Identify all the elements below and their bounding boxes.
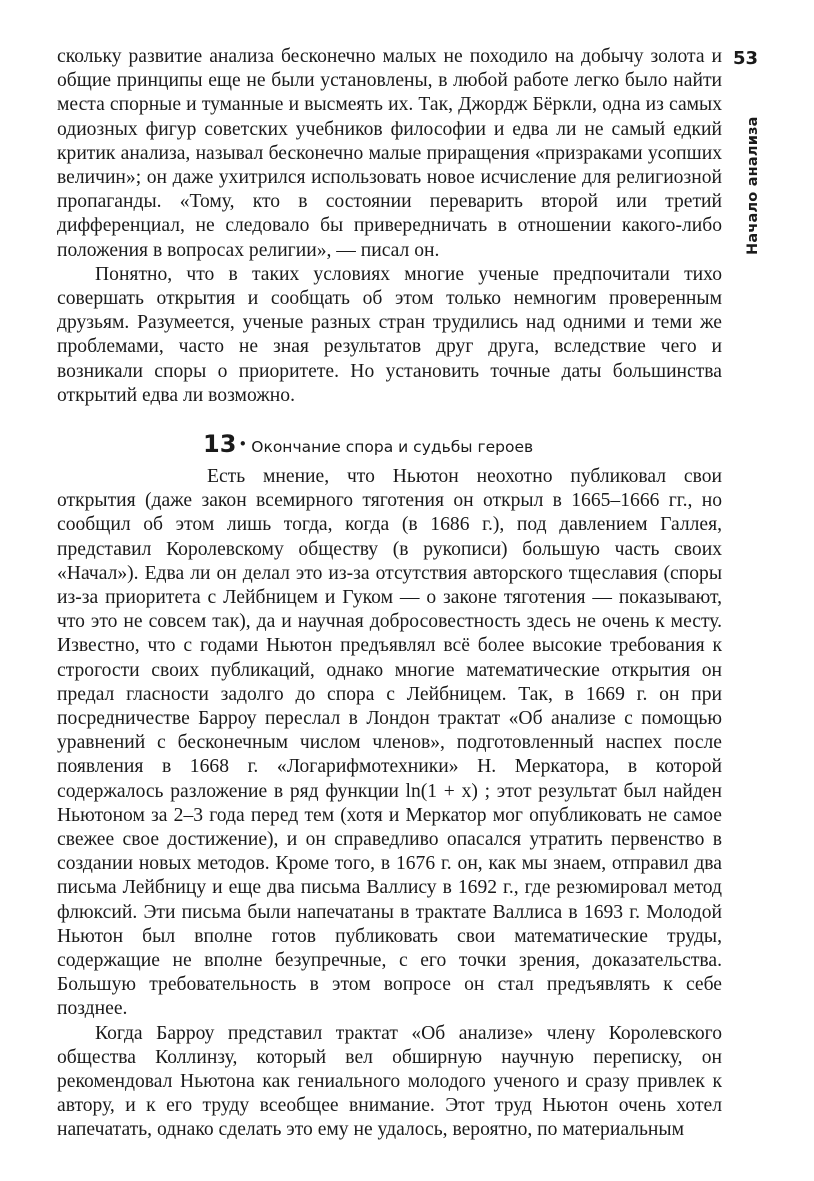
paragraph: Когда Барроу представил трактат «Об анализе» члену Королевского общества Коллинзу, который вел обширную научную переписку, он рекомендовал Ньютона как гениального молодого ученого и сразу привлек к автору, и к его труду всеобщее внимание. Этот труд Ньютон очень хотел напечатать, однако сделать это ему не удалось, вероятно, по материальным	[57, 1022, 722, 1141]
section-heading	[203, 430, 533, 458]
section-text-block	[57, 465, 722, 1143]
paragraph: Понятно, что в таких условиях многие ученые предпочитали тихо совершать открытия и сообщать об этом только немногим проверенным друзьям. Разумеется, ученые разных стран трудились над одними и теми же проблемами, часто не зная результатов друг друга, вследствие чего и возникали споры о приоритете. Но установить точные даты большинства открытий едва ли возможно.	[57, 263, 722, 406]
paragraph	[57, 465, 722, 1022]
section-title: Окончание спора и судьбы героев	[251, 438, 534, 456]
running-head: Начало анализа	[745, 116, 761, 255]
page-number: 53	[733, 48, 759, 69]
paragraph-continued: скольку развитие анализа бесконечно малых не походило на добычу золота и общие принципы еще не были установлены, в любой работе легко было найти места спорные и туманные и высмеять их. Так, Джордж Бёркли, одна из самых одиозных фигур советских учебников философии и едва ли не самый едкий критик анализа, называл бесконечно малые приращения «призраками усопших величин»; он даже ухитрился использовать новое исчисление для религиозной пропаганды. «Тому, кто в состоянии переварить второй или третий дифференциал, не следовало бы привередничать в отношении какого-либо положения в вопросах религии», — писал он.	[57, 46, 722, 261]
formula: ln(1 + x) ;	[405, 780, 491, 802]
top-text-block	[57, 45, 722, 408]
section-number: 13	[203, 430, 237, 458]
section-bullet: •	[238, 435, 248, 453]
paragraph-text: Есть мнение, что Ньютон неохотно публиковал свои открытия (даже закон всемирного тяготения он открыл в 1665–1666 гг., но сообщил об этом лишь тогда, когда (в 1686 г.), под давлением Галлея, представил Королевскому обществу (в рукописи) большую часть своих «Начал»). Едва ли он делал это из-за отсутствия авторского тщеславия (споры из-за приоритета с Лейбницем и Гуком — о законе тяготения — показывают, что это не совсем так), да и научная добросовестность здесь не очень к месту. Известно, что с годами Ньютон предъявлял всё более высокие требования к строгости своих публикаций, однако многие математические открытия он предал гласности задолго до спора с Лейбницем. Так, в 1669 г. он при посредничестве Барроу переслал в Лондон трактат «Об анализе с помощью уравнений с бесконечным числом членов», подготовленный наспех после появления в 1668 г. «Логарифмотехники» Н. Меркатора, в которой содержалось разложение в ряд функции	[57, 466, 722, 802]
paragraph-text: этот результат был найден Ньютоном за 2–3 года перед тем (хотя и Меркатор мог опубликовать не самое свежее свое достижение), и он справедливо опасался утратить первенство в создании новых методов. Кроме того, в 1676 г. он, как мы знаем, отправил два письма Лейбницу и еще два письма Валлису в 1692 г., где резюмировал метод флюксий. Эти письма были напечатаны в трактате Валлиса в 1693 г. Молодой Ньютон был вполне готов публиковать свои математические труды, содержащие не вполне безупречные, с его точки зрения, доказательства. Большую требовательность в этом вопросе он стал предъявлять к себе позднее.	[57, 780, 722, 1020]
